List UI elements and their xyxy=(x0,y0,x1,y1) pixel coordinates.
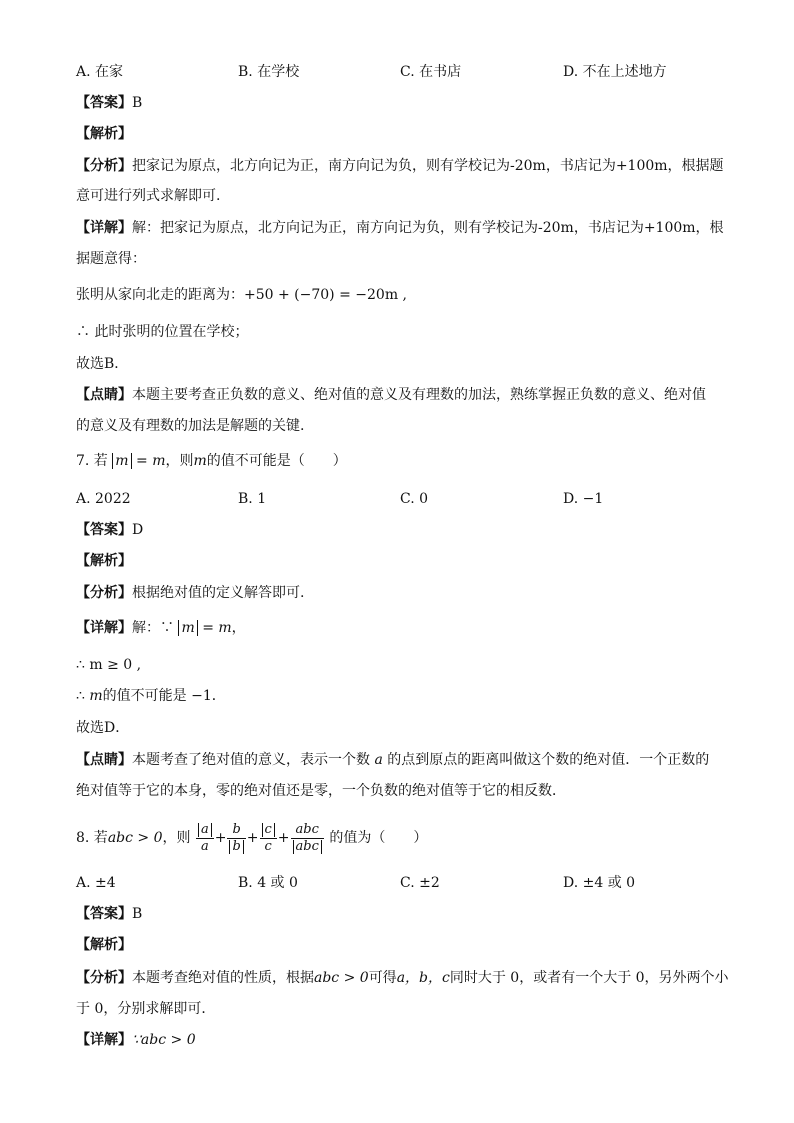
q7-fenxi: 【分析】根据绝对值的定义解答即可. xyxy=(76,585,305,601)
q6-option-d: D. 不在上述地方 xyxy=(563,64,667,80)
q6-fenxi-cont: 意可进行列式求解即可. xyxy=(76,188,221,204)
q6-option-b: B. 在学校 xyxy=(238,64,300,80)
q6-distance-line: 张明从家向北走的距离为：+50 + (−70) = −20m , xyxy=(76,287,407,303)
abs-m: m xyxy=(112,453,131,469)
q8-xiangjie: 【详解】∵abc > 0 xyxy=(76,1032,196,1048)
q7-choose: 故选D． xyxy=(76,720,130,736)
q8-option-c: C. ±2 xyxy=(400,875,440,891)
q8-expression: $\frac{a}{a}$ + $\frac{b}{b}$ + $\frac{c}{c}$ + $\frac{\text{abc}}{\text{abc}}$ xyxy=(195,830,329,846)
q6-option-c: C. 在书店 xyxy=(400,64,462,80)
q7-answer: 【答案】D xyxy=(76,522,144,538)
q6-choose: 故选B． xyxy=(76,356,129,372)
q7-line-a: ∴ m ≥ 0 , xyxy=(76,657,142,673)
q8-stem: 8. 若abc > 0，则 $\frac{a}{a}$ + $\frac{b}{b}$ + $\frac{c}{c}$ + $\frac{\text{abc}}{\text{abc}}$ 的值为（ ） xyxy=(76,821,428,854)
q7-stem: 7. 若 m = m，则m的值不可能是（ ） xyxy=(76,453,347,469)
q6-therefore: ∴ 此时张明的位置在学校； xyxy=(76,324,249,340)
q6-xiangjie: 【详解】解：把家记为原点，北方向记为正，南方向记为负，则有学校记为-20m，书店记为+100m，根 xyxy=(76,220,724,236)
q7-xiangjie: 【详解】解：∵ m = m， xyxy=(76,620,246,636)
q7-jiexi: 【解析】 xyxy=(76,553,132,569)
q7-option-b: B. 1 xyxy=(238,491,267,507)
q8-answer: 【答案】B xyxy=(76,906,143,922)
q7-option-d: D. −1 xyxy=(563,491,604,507)
q6-option-a: A. 在家 xyxy=(76,64,124,80)
q6-options xyxy=(76,62,726,82)
q6-xiangjie-cont: 据题意得： xyxy=(76,251,146,267)
q7-option-a: A. 2022 xyxy=(76,491,131,507)
q8-jiexi: 【解析】 xyxy=(76,937,132,953)
q7-dianjing: 【点睛】本题考查了绝对值的意义，表示一个数 a 的点到原点的距离叫做这个数的绝对值．一个正数的 xyxy=(76,752,710,768)
q8-option-d: D. ±4 或 0 xyxy=(563,875,636,891)
q8-option-b: B. 4 或 0 xyxy=(238,875,298,891)
q7-dianjing-cont: 绝对值等于它的本身，零的绝对值还是零，一个负数的绝对值等于它的相反数． xyxy=(76,783,566,799)
abs-m: m xyxy=(178,620,197,636)
q7-options xyxy=(76,489,726,509)
q8-fenxi-cont: 于 0，分别求解即可． xyxy=(76,1001,216,1017)
q6-dianjing: 【点睛】本题主要考查正负数的意义、绝对值的意义及有理数的加法，熟练掌握正负数的意义、绝对值 xyxy=(76,387,706,403)
q6-distance-expr: +50 + (−70) = −20m , xyxy=(244,287,407,303)
q7-option-c: C. 0 xyxy=(400,491,429,507)
q8-fenxi: 【分析】本题考查绝对值的性质，根据abc > 0可得a，b，c同时大于 0，或者有一个大于 0，另外两个小 xyxy=(76,970,729,986)
q8-options xyxy=(76,873,726,893)
q6-fenxi: 【分析】把家记为原点，北方向记为正，南方向记为负，则有学校记为-20m，书店记为+100m，根据题 xyxy=(76,158,724,174)
q8-option-a: A. ±4 xyxy=(76,875,116,891)
q6-answer: 【答案】B xyxy=(76,95,143,111)
q6-dianjing-cont: 的意义及有理数的加法是解题的关键. xyxy=(76,418,305,434)
q7-line-b: ∴ m的值不可能是 −1． xyxy=(76,688,226,704)
q6-jiexi: 【解析】 xyxy=(76,126,132,142)
